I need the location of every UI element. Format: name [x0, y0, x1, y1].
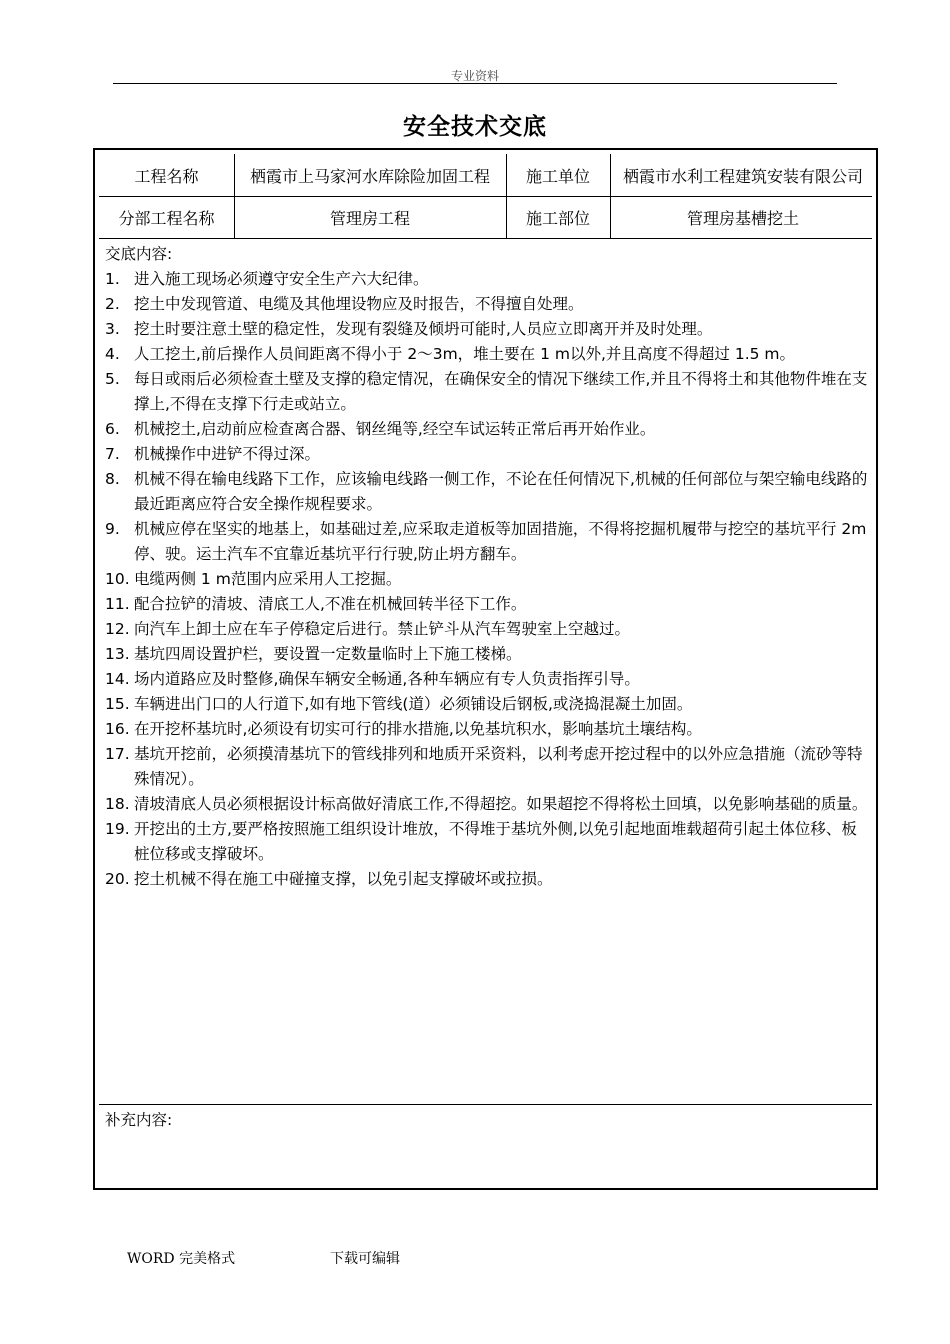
list-item	[105, 817, 868, 867]
list-item	[105, 442, 868, 467]
item-number: 20.	[105, 870, 130, 888]
construction-part-label: 施工部位	[525, 208, 590, 228]
header-label: 专业资料	[450, 69, 499, 83]
list-item	[105, 592, 868, 617]
list-item	[105, 742, 868, 792]
sub-project-label: 分部工程名称	[118, 208, 215, 228]
item-number: 15.	[105, 695, 130, 713]
footer-right: 下载可编辑	[330, 1251, 400, 1267]
item-number: 4.	[105, 345, 120, 363]
item-number: 6.	[105, 420, 120, 438]
item-text: 场内道路应及时整修,确保车辆安全畅通,各种车辆应有专人负责指挥引导。	[134, 670, 640, 688]
document-title: 安全技术交底	[403, 114, 547, 140]
project-name-value: 栖霞市上马家河水库除险加固工程	[249, 166, 490, 186]
item-number: 10.	[105, 570, 130, 588]
item-number: 3.	[105, 320, 120, 338]
item-number: 12.	[105, 620, 130, 638]
item-text: 人工挖土,前后操作人员间距离不得小于 2～3m，堆土要在 1 m以外,并且高度不得超过 1.5 m。	[134, 345, 796, 363]
row-divider	[99, 1104, 872, 1105]
item-number: 19.	[105, 820, 130, 838]
list-item	[105, 717, 868, 742]
item-text: 挖土时要注意土壁的稳定性，发现有裂缝及倾坍可能时,人员应立即离开并及时处理。	[134, 320, 713, 338]
list-item	[105, 292, 868, 317]
supplement-label: 补充内容:	[105, 1111, 173, 1129]
list-item	[105, 867, 868, 892]
item-number: 9.	[105, 520, 120, 538]
item-number: 5.	[105, 370, 120, 388]
list-item	[105, 792, 868, 817]
item-number: 7.	[105, 445, 120, 463]
disclosure-form	[93, 148, 878, 1190]
list-item	[105, 342, 868, 367]
item-number: 11.	[105, 595, 130, 613]
item-text: 电缆两侧 1 m范围内应采用人工挖掘。	[134, 570, 402, 588]
content-label: 交底内容:	[105, 245, 173, 263]
item-text: 清坡清底人员必须根据设计标高做好清底工作,不得超挖。如果超挖不得将松土回填，以免影响基础的质量。	[134, 795, 868, 813]
list-item	[105, 517, 868, 567]
list-item	[105, 692, 868, 717]
item-text: 机械挖土,启动前应检查离合器、钢丝绳等,经空车试运转正常后再开始作业。	[134, 420, 656, 438]
list-item	[105, 467, 868, 517]
construction-unit-label: 施工单位	[525, 166, 590, 186]
item-number: 16.	[105, 720, 130, 738]
footer-left: WORD 完美格式	[127, 1251, 236, 1267]
item-text: 机械操作中进铲不得过深。	[134, 445, 321, 463]
item-number: 1.	[105, 270, 120, 288]
item-number: 13.	[105, 645, 130, 663]
disclosure-list	[105, 267, 868, 892]
list-item	[105, 417, 868, 442]
item-text: 基坑四周设置护栏，要设置一定数量临时上下施工楼梯。	[134, 645, 522, 663]
list-item	[105, 567, 868, 592]
list-item	[105, 667, 868, 692]
list-item	[105, 317, 868, 342]
form-table	[99, 154, 872, 1184]
item-text: 进入施工现场必须遵守安全生产六大纪律。	[134, 270, 429, 288]
project-name-label: 工程名称	[134, 166, 199, 186]
item-text: 每日或雨后必须检查土壁及支撑的稳定情况，在确保安全的情况下继续工作,并且不得将土和其他物件堆在支撑上,不得在支撑下行走或站立。	[134, 370, 868, 413]
item-text: 挖土机械不得在施工中碰撞支撑，以免引起支撑破坏或拉损。	[134, 870, 553, 888]
item-number: 14.	[105, 670, 130, 688]
construction-unit-value: 栖霞市水利工程建筑安装有限公司	[622, 166, 863, 186]
item-text: 向汽车上卸土应在车子停稳定后进行。禁止铲斗从汽车驾驶室上空越过。	[134, 620, 631, 638]
item-text: 车辆进出门口的人行道下,如有地下管线(道）必须铺设后钢板,或浇捣混凝土加固。	[134, 695, 693, 713]
item-text: 基坑开挖前，必须摸清基坑下的管线排列和地质开采资料，以利考虑开挖过程中的以外应急措施（流砂等特殊情况）。	[134, 745, 863, 788]
item-text: 机械不得在输电线路下工作，应该输电线路一侧工作，不论在任何情况下,机械的任何部位与架空输电线路的最近距离应符合安全操作规程要求。	[134, 470, 868, 513]
item-number: 2.	[105, 295, 120, 313]
item-text: 在开挖杯基坑时,必须设有切实可行的排水措施,以免基坑积水，影响基坑土壤结构。	[134, 720, 702, 738]
list-item	[105, 617, 868, 642]
item-number: 18.	[105, 795, 130, 813]
item-text: 挖土中发现管道、电缆及其他埋设物应及时报告，不得擅自处理。	[134, 295, 584, 313]
list-item	[105, 267, 868, 292]
row-divider	[99, 238, 872, 239]
sub-project-value: 管理房工程	[329, 208, 410, 228]
item-text: 配合拉铲的清坡、清底工人,不准在机械回转半径下工作。	[134, 595, 527, 613]
header-rule	[113, 83, 837, 84]
item-text: 开挖出的土方,要严格按照施工组织设计堆放，不得堆于基坑外侧,以免引起地面堆载超荷引起土体位移、板桩位移或支撑破坏。	[134, 820, 857, 863]
disclosure-content	[105, 242, 868, 892]
item-number: 8.	[105, 470, 120, 488]
item-number: 17.	[105, 745, 130, 763]
list-item	[105, 642, 868, 667]
list-item	[105, 367, 868, 417]
construction-part-value: 管理房基槽挖土	[686, 208, 799, 228]
item-text: 机械应停在坚实的地基上，如基础过差,应采取走道板等加固措施，不得将挖掘机履带与挖空的基坑平行 2m 停、驶。运土汽车不宜靠近基坑平行行驶,防止坍方翻车。	[134, 520, 867, 563]
